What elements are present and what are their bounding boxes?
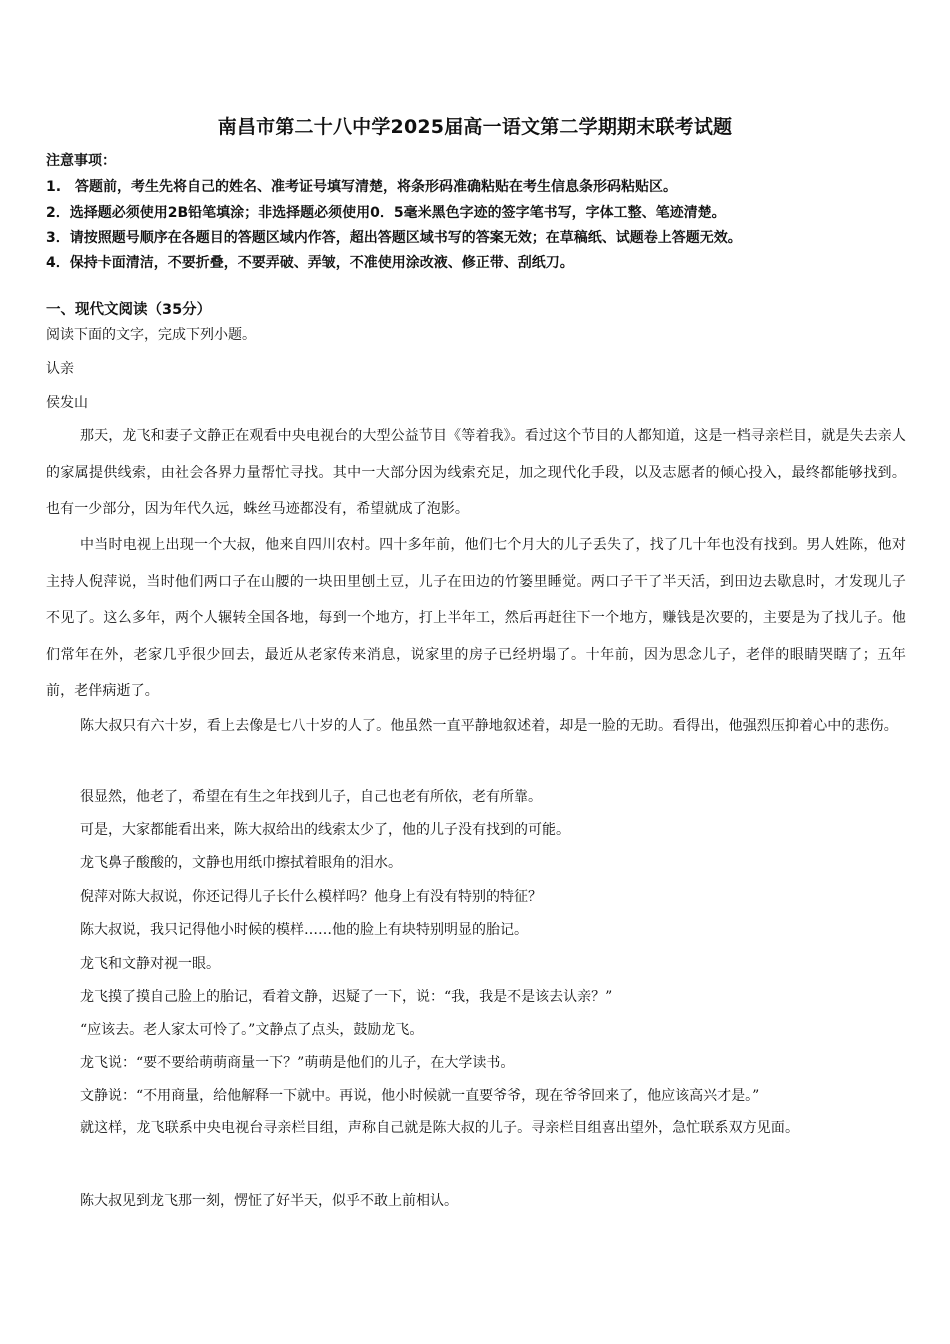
paragraph-closing: 就这样，龙飞联系中央电视台寻亲栏目组，声称自己就是陈大叔的儿子。寻亲栏目组喜出望外，急忙联系双方见面。 [80, 1120, 800, 1136]
notice-item-4: 4．保持卡面清洁，不要折叠，不要弄破、弄皱，不准使用涂改液、修正带、刮纸刀。 [46, 255, 574, 271]
line-9: 龙飞说：“要不要给萌萌商量一下？”萌萌是他们的儿子，在大学读书。 [80, 1055, 515, 1071]
line-last: 陈大叔见到龙飞那一刻，愣怔了好半天，似乎不敢上前相认。 [80, 1193, 458, 1209]
line-10: 文静说：“不用商量，给他解释一下就中。再说，他小时候就一直要爷爷，现在爷爷回来了，他应该高兴才是。” [80, 1088, 760, 1104]
story-author: 侯发山 [46, 395, 88, 411]
notice-item-1: 1. 答题前，考生先将自己的姓名、准考证号填写清楚，将条形码准确粘贴在考生信息条形码粘贴区。 [46, 179, 678, 195]
line-2: 可是，大家都能看出来，陈大叔给出的线索太少了，他的儿子没有找到的可能。 [80, 822, 570, 838]
line-7: 龙飞摸了摸自己脸上的胎记，看着文静，迟疑了一下，说：“我，我是不是该去认亲？” [80, 989, 613, 1005]
section-instruction: 阅读下面的文字，完成下列小题。 [46, 327, 256, 343]
line-6: 龙飞和文静对视一眼。 [80, 956, 220, 972]
section-heading: 一、现代文阅读（35分） [46, 302, 212, 318]
story-title: 认亲 [46, 361, 74, 377]
notice-item-3: 3．请按照题号顺序在各题目的答题区域内作答，超出答题区域书写的答案无效；在草稿纸、试题卷上答题无效。 [46, 230, 742, 246]
line-1: 很显然，他老了，希望在有生之年找到儿子，自己也老有所依，老有所靠。 [80, 789, 542, 805]
line-4: 倪萍对陈大叔说，你还记得儿子长什么模样吗？他身上有没有特别的特征？ [80, 889, 542, 905]
paragraph-2: 中当时电视上出现一个大叔，他来自四川农村。四十多年前，他们七个月大的儿子丢失了，找了几十年也没有找到。男人姓陈，他对主持人倪萍说，当时他们两口子在山腰的一块田里刨土豆，儿子在田边的竹篓里睡觉。两口子干了半天活，到田边去歇息时，才发现儿子不见了。这么多年，两个人辗转全国各地，每到一个地方，打上半年工，然后再赶往下一个地方，赚钱是次要的，主要是为了找儿子。他们常年在外，老家几乎很少回去，最近从老家传来消息，说家里的房子已经坍塌了。十年前，因为思念儿子，老伴的眼睛哭瞎了；五年前，老伴病逝了。 [46, 537, 906, 699]
notice-item-2: 2．选择题必须使用2B铅笔填涂；非选择题必须使用0．5毫米黑色字迹的签字笔书写，字体工整、笔迹清楚。 [46, 205, 726, 221]
paragraph-3: 陈大叔只有六十岁，看上去像是七八十岁的人了。他虽然一直平静地叙述着，却是一脸的无助。看得出，他强烈压抑着心中的悲伤。 [80, 718, 898, 734]
line-3: 龙飞鼻子酸酸的，文静也用纸巾擦拭着眼角的泪水。 [80, 855, 402, 871]
paragraph-1: 那天，龙飞和妻子文静正在观看中央电视台的大型公益节目《等着我》。看过这个节目的人都知道，这是一档寻亲栏目，就是失去亲人的家属提供线索，由社会各界力量帮忙寻找。其中一大部分因为线索充足，加之现代化手段，以及志愿者的倾心投入，最终都能够找到。也有一少部分，因为年代久远，蛛丝马迹都没有，希望就成了泡影。 [46, 428, 906, 517]
exam-title: 南昌市第二十八中学2025届高一语文第二学期期末联考试题 [217, 116, 733, 138]
line-5: 陈大叔说，我只记得他小时候的模样……他的脸上有块特别明显的胎记。 [80, 922, 528, 938]
line-8: “应该去。老人家太可怜了。”文静点了点头，鼓励龙飞。 [80, 1022, 424, 1038]
notice-heading: 注意事项： [46, 153, 116, 169]
